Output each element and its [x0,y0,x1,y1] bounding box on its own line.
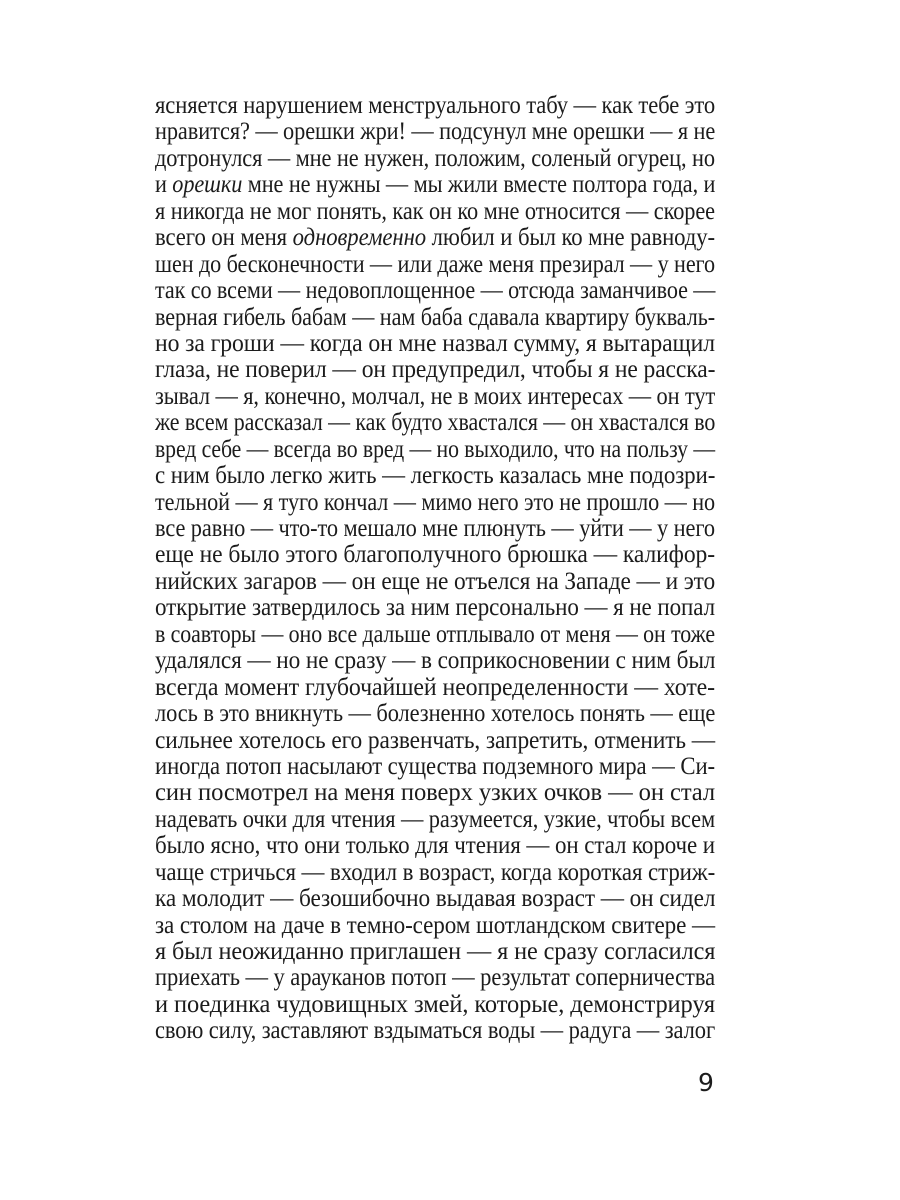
text-line: иногда потоп насылают существа подземного мира — Си- [155,752,715,780]
text-line: син посмотрел на меня поверх узких очков — он стал [155,779,715,807]
text-line: открытие затвердилось за ним персонально — я не попал [155,594,715,622]
text-line: я никогда не мог понять, как он ко мне относится — скорее [155,197,715,225]
body-text [155,93,715,1045]
text-line: всего он меня одновременно любил и был ко мне равноду- [155,224,716,252]
text-line: удалялся — но не сразу — в соприкосновении с ним был [155,647,716,675]
italic-emphasis: одновременно [292,224,427,252]
italic-emphasis: орешки [172,171,243,199]
text-line: еще не было этого благополучного брюшка — калифор- [155,541,715,569]
text-line: лось в это вникнуть — болезненно хотелось понять — еще [155,700,716,728]
text-line: я был неожиданно приглашен — я не сразу согласился [155,938,716,965]
text-line: нравится? — орешки жри! — подсунул мне орешки — я не [155,118,716,146]
text-line: зывал — я, конечно, молчал, не в моих интересах — он тут [155,382,716,410]
text-line: так со всеми — недовоплощенное — отсюда заманчивое — [155,277,716,305]
text-line: сильнее хотелось его развенчать, запретить, отменить — [155,726,715,754]
text-line: чаще стричься — входил в возраст, когда короткая стриж- [155,858,716,886]
text-line: за столом на даче в темно-сером шотландском свитере — [155,911,715,939]
text-line: было ясно, что они только для чтения — он стал короче и [155,832,715,860]
text-line: свою силу, заставляют вздыматься воды — радуга — залог [155,1017,716,1045]
text-line: шен до бесконечности — или даже меня презирал — у него [155,250,715,278]
text-line: но за гроши — когда он мне назвал сумму, я вытаращил [155,329,715,357]
text-line: нийских загаров — он еще не отъелся на Западе — и это [155,567,716,595]
text-line: ка молодит — безошибочно выдавая возраст — он сидел [155,885,716,913]
text-line: глаза, не поверил — он предупредил, чтобы я не расска- [155,356,716,384]
text-line: вред себе — всегда во вред — но выходило, что на пользу — [155,435,715,463]
text-line: же всем рассказал — как будто хвастался — он хвастался во [155,409,716,437]
text-line: и поединка чудовищных змей, которые, демонстрируя [155,990,715,1018]
text-line: дотронулся — мне не нужен, положим, соленый огурец, но [155,144,715,172]
page-number: 9 [698,1068,714,1097]
text-line: в соавторы — оно все дальше отплывало от меня — он тоже [155,620,715,648]
text-line: с ним было легко жить — легкость казалась мне подозри- [155,462,716,490]
text-line: верная гибель бабам — нам баба сдавала квартиру букваль- [155,303,715,331]
text-line: надевать очки для чтения — разумеется, узкие, чтобы всем [155,805,716,833]
text-line: и орешки мне не нужны — мы жили вместе полтора года, и [155,171,716,199]
text-line: тельной — я туго кончал — мимо него это не прошло — но [155,488,715,516]
text-line: приехать — у арауканов потоп — результат соперничества [155,964,715,992]
text-line: все равно — что-то мешало мне плюнуть — уйти — у него [155,515,715,542]
text-line: ясняется нарушением менструального табу — как тебе это [155,92,716,119]
text-line: всегда момент глубочайшей неопределенности — хоте- [155,673,715,701]
